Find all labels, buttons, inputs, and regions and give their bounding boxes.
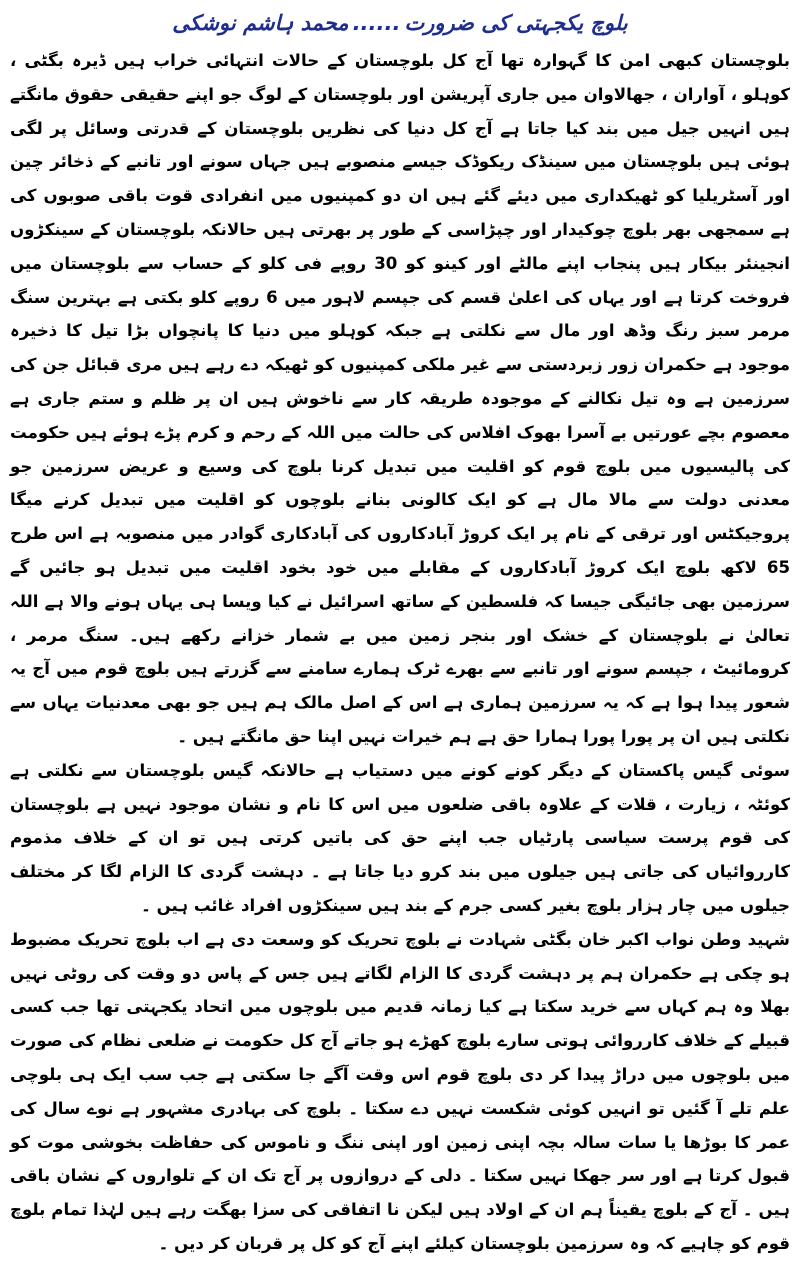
paragraph-3: شہید وطن نواب اکبر خان بگٹی شہادت نے بلوچ تحریک کو وسعت دی ہے اب بلوچ تحریک مضبوط ہو چکی ہے حکمران ہم پر دہشت گردی کا الزام لگاتے ہیں جس کے پاس دو وقت کی روٹی نہیں بھلا وہ ہم کہاں سے خرید سکتا ہے کیا زمانہ قدیم میں بلوچوں میں اتحاد یکجہتی تھا جب کسی قبیلے کے خلاف کارروائی ہوتی سارے بلوچ کھڑے ہو جاتے آج کل حکومت نے ضلعی نظام کی صورت میں بلوچوں میں دراڑ پیدا کر دی بلوچ قوم اس وقت آگے جا سکتی ہے جب سب ایک ہی بلوچی علم تلے آ گئیں تو انہیں کوئی شکست نہیں دے سکتا ۔ بلوچ کی بہادری مشہور ہے نوے سال کی عمر کا بوڑھا یا سات سالہ بچہ اپنی زمین اور اپنی ننگ و ناموس کی حفاظت بخوشی موت کو قبول کرتا ہے اور سر جھکا نہیں سکتا ۔ دلی کے دروازوں پر آج تک ان کے تلواروں کے نشان باقی ہیں ۔ آج کے بلوچ یقیناً ہم ان کے اولاد ہیں لیکن نا اتفاقی کی سزا بھگت رہے ہیں لہٰذا تمام بلوچ قوم کو چاہیے کہ وہ سرزمین بلوچستان کیلئے اپنے آج کو کل پر قربان کر دیں ۔ <box>10 929 790 1253</box>
title-separator: ...... <box>352 11 401 35</box>
title-row <box>10 6 790 40</box>
title-text: بلوچ یکجہتی کی ضرورت <box>404 11 628 35</box>
paragraph-2: سوئی گیس پاکستان کے دیگر کونے کونے میں دستیاب ہے حالانکہ گیس بلوچستان سے نکلتی ہے کوئٹہ ، زیارت ، قلات کے علاوہ باقی ضلعوں میں اس کا نام و نشان موجود نہیں ہے بلوچستان کی قوم پرست سیاسی پارٹیاں جب اپنے حق کی باتیں کرتی ہیں تو ان کے خلاف مذموم کارروائیاں کی جاتی ہیں جیلوں میں بند کرو دیا جاتا ہے ۔ دہشت گردی کا الزام لگا کر مختلف جیلوں میں چار ہزار بلوچ بغیر کسی جرم کے بند ہیں سینکڑوں افراد غائب ہیں ۔ <box>10 760 790 915</box>
author-name: محمد ہاشم نوشکی <box>172 11 349 35</box>
article-body <box>10 44 790 1261</box>
paragraph-1: بلوچستان کبھی امن کا گہوارہ تھا آج کل بلوچستان کے حالات انتہائی خراب ہیں ڈیرہ بگٹی ، کوہلو ، آواران ، جھالاوان میں جاری آپریشن اور بلوچستان کے لوگ جو اپنے حقیقی حقوق مانگتے ہیں انہیں جیل میں بند کیا جاتا ہے آج کل دنیا کی نظریں بلوچستان کے قدرتی وسائل پر لگی ہوئی ہیں بلوچستان میں سینڈک ریکوڈک جیسے منصوبے ہیں جہاں سونے اور تانبے کے ذخائر چین اور آسٹریلیا کو ٹھیکداری میں دیئے گئے ہیں ان دو کمپنیوں میں انفرادی قوت باقی صوبوں کی ہے سمجھی بھر بلوچ چوکیدار اور چپڑاسی کے طور پر بھرتی ہیں حالانکہ بلوچستان کے سینکڑوں انجینئر بیکار ہیں پنجاب اپنے مالٹے اور کینو کو 30 روپے فی کلو کے حساب سے بلوچستان میں فروخت کرتا ہے اور یہاں کی اعلیٰ قسم کی جپسم لاہور میں 6 روپے کلو بکتی ہے بہترین سنگ مرمر سبز رنگ وڈھ اور مال سے نکلتی ہے جبکہ کوہلو میں دنیا کا پانچواں بڑا تیل کا ذخیرہ موجود ہے حکمران زور زبردستی سے غیر ملکی کمپنیوں کو ٹھیکہ دے رہے ہیں مری قبائل جن کی سرزمین ہے وہ تیل نکالنے کے موجودہ طریقہ کار سے ناخوش ہیں ان پر ظلم و ستم جاری ہے معصوم بچے عورتیں بے آسرا بھوک افلاس کی حالت میں اللہ کے رحم و کرم پڑے ہوئے ہیں حکومت کی پالیسیوں میں بلوچ قوم کو اقلیت میں تبدیل کرنا بلوچ کی وسیع و عریض سرزمین جو معدنی دولت سے مالا مال ہے کو ایک کالونی بنانے بلوچوں کو اقلیت میں تبدیل کرنے میگا پروجیکٹس اور ترقی کے نام پر ایک کروڑ آبادکاروں کی آبادکاری گوادر میں منصوبہ ہے اس طرح 65 لاکھ بلوچ ایک کروڑ آبادکاروں کے مقابلے میں خود بخود اقلیت میں تبدیل ہو جائیں گے سرزمین بھی جائیگی جیسا کہ فلسطین کے ساتھ اسرائیل نے کیا ویسا ہی یہاں ہونے والا ہے اللہ تعالیٰ نے بلوچستان کے خشک اور بنجر زمین میں بے شمار خزانے رکھے ہیں۔ سنگ مرمر ، کرومائیٹ ، جپسم سونے اور تانبے سے بھرے ٹرک ہمارے سامنے سے گزرتے ہیں بلوچ قوم میں آج یہ شعور پیدا ہوا ہے کہ یہ سرزمین ہماری ہے اس کے اصل مالک ہم ہیں جو بھی معدنیات یہاں سے نکلتی ہیں ان پر پورا پورا ہمارا حق ہے ہم خیرات نہیں اپنا حق مانگتے ہیں ۔ <box>10 51 790 746</box>
page-title <box>172 6 627 40</box>
